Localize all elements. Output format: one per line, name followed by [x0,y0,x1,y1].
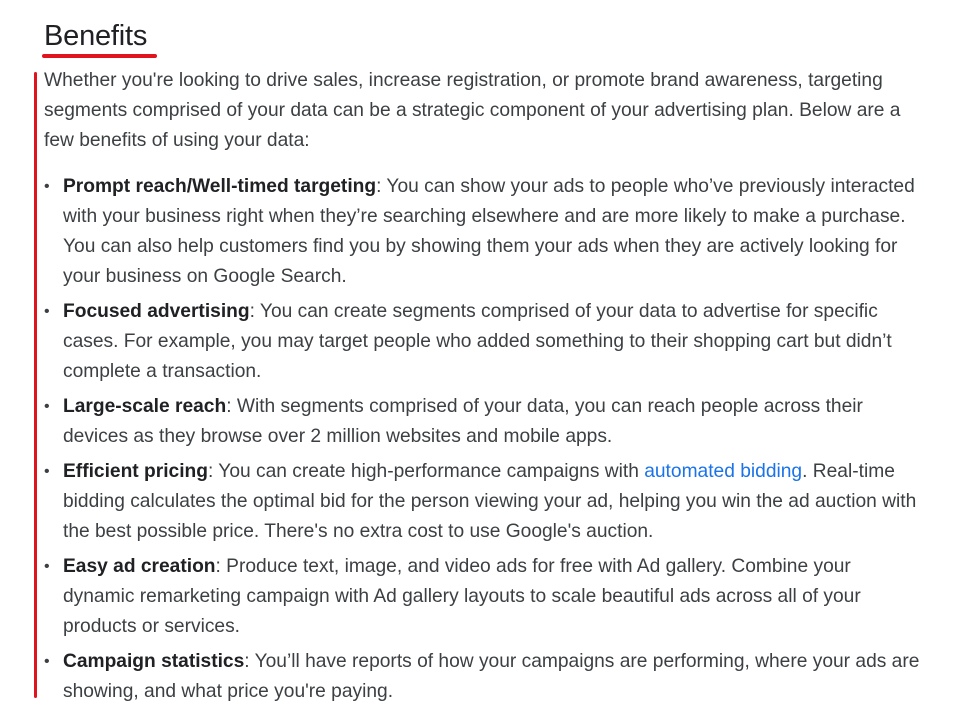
automated-bidding-link[interactable]: automated bidding [644,461,803,482]
benefit-term: Large-scale reach [63,396,227,417]
benefit-term: Efficient pricing [63,461,208,482]
red-underline-annotation [42,54,157,58]
benefit-description: : You can create segments comprised of your data to advertise for specific cases. For example, you may target people who added something to their shopping cart but didn’t complete a transaction. [63,301,892,382]
list-item-efficient-pricing [44,457,924,547]
bullet-icon: • [44,303,50,320]
list-item-easy-ad-creation [44,552,924,642]
list-item-large-scale-reach [44,392,924,452]
benefit-description: : You’ll have reports of how your campaigns are performing, where your ads are showing, and what price you're paying. [63,651,920,702]
benefit-description: : You can show your ads to people who’ve previously interacted with your business right when they’re searching elsewhere and are more likely to make a purchase. You can also help customers find you by showing them your ads when they are actively looking for your business on Google Search. [63,176,915,287]
benefit-description: : With segments comprised of your data, you can reach people across their devices as they browse over 2 million websites and mobile apps. [63,396,863,447]
bullet-icon: • [44,558,50,575]
benefits-content [44,66,924,712]
bullet-icon: • [44,653,50,670]
benefit-description-continued: . Real-time bidding calculates the optimal bid for the person viewing your ad, helping you win the ad auction with the best possible price. There's no extra cost to use Google's auction. [63,461,917,542]
list-item-focused-advertising [44,297,924,387]
benefit-term: Focused advertising [63,301,250,322]
benefit-description: : You can create high-performance campaigns with [207,461,645,482]
benefit-term: Easy ad creation [63,556,216,577]
bullet-icon: • [44,178,50,195]
red-margin-line-annotation [34,72,37,698]
list-item-campaign-statistics [44,647,924,707]
benefit-term: Campaign statistics [63,651,245,672]
page-title: Benefits [44,20,148,52]
benefits-list [44,172,924,707]
section-header [44,18,147,54]
bullet-icon: • [44,398,50,415]
intro-paragraph: Whether you're looking to drive sales, increase registration, or promote brand awareness, targeting segments comprised of your data can be a strategic component of your advertising plan. Below are a few benefits of using your data: [44,70,901,151]
benefit-term: Prompt reach/Well-timed targeting [63,176,377,197]
bullet-icon: • [44,463,50,480]
benefit-description: : Produce text, image, and video ads for free with Ad gallery. Combine your dynamic remarketing campaign with Ad gallery layouts to scale beautiful ads across all of your products or services. [63,556,861,637]
list-item-prompt-reach [44,172,924,292]
